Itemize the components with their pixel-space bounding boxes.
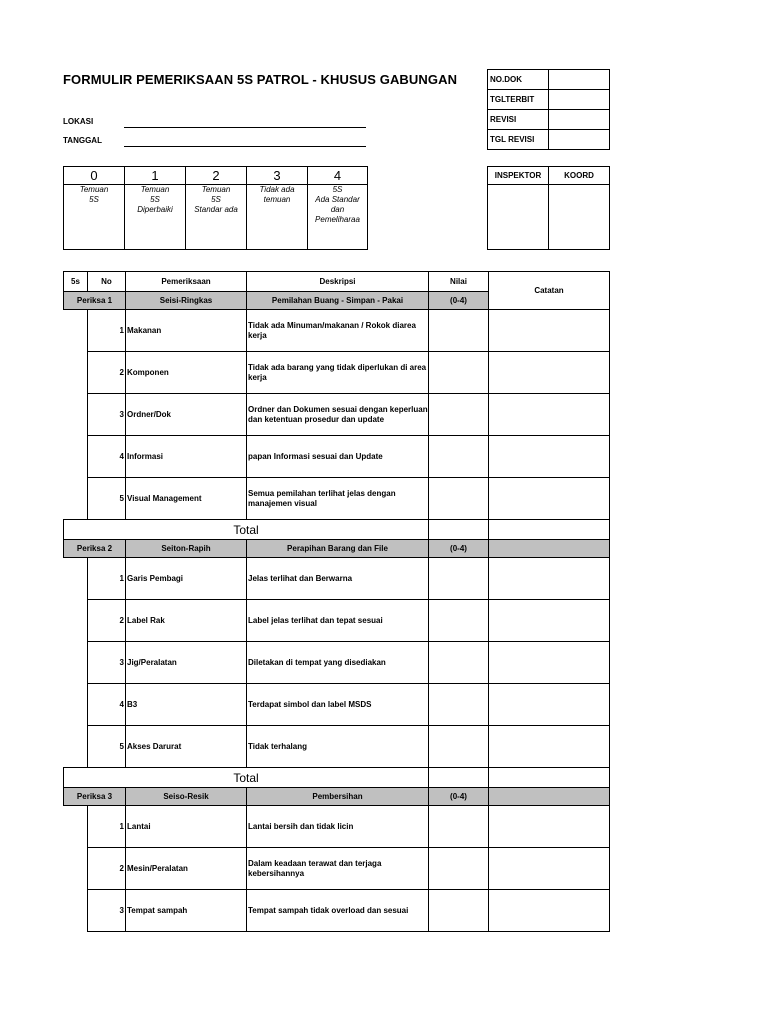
row-catatan-cell[interactable] xyxy=(489,684,610,726)
row-catatan-cell[interactable] xyxy=(489,478,610,520)
row-nilai-cell[interactable] xyxy=(429,310,489,352)
scale-desc-line: Pemeliharaa xyxy=(315,215,360,224)
checklist-row xyxy=(64,848,610,890)
row-deskripsi: Jelas terlihat dan Berwarna xyxy=(247,558,429,600)
header-deskripsi: Deskripsi xyxy=(247,272,429,292)
row-5s-blank xyxy=(64,394,88,436)
row-5s-blank xyxy=(64,478,88,520)
koord-header: KOORD xyxy=(549,167,610,185)
section-periksa: Periksa 3 xyxy=(64,788,126,806)
doc-info-label: TGLTERBIT xyxy=(488,90,549,110)
section-name: Seiso-Resik xyxy=(126,788,247,806)
row-catatan-cell[interactable] xyxy=(489,726,610,768)
row-number: 3 xyxy=(88,642,126,684)
row-catatan-cell[interactable] xyxy=(489,394,610,436)
doc-info-row xyxy=(488,110,610,130)
section-header-row xyxy=(64,540,610,558)
header-no: No xyxy=(88,272,126,292)
section-range: (0-4) xyxy=(429,540,489,558)
section-header-filler xyxy=(489,788,610,806)
scale-desc-line: Ada Standar xyxy=(315,195,360,204)
row-deskripsi: Tempat sampah tidak overload dan sesuai xyxy=(247,890,429,932)
header-catatan: Catatan xyxy=(489,272,610,310)
lokasi-line[interactable] xyxy=(124,127,366,128)
row-pemeriksaan: Makanan xyxy=(126,310,247,352)
form-title: FORMULIR PEMERIKSAAN 5S PATROL - KHUSUS GABUNGAN xyxy=(63,72,458,87)
row-5s-blank xyxy=(64,352,88,394)
row-number: 5 xyxy=(88,726,126,768)
total-row xyxy=(64,768,610,788)
scale-desc-line: 5S xyxy=(211,195,221,204)
scale-desc-3 xyxy=(247,185,308,250)
row-deskripsi: Diletakan di tempat yang disediakan xyxy=(247,642,429,684)
section-header-filler xyxy=(489,540,610,558)
scale-score-3: 3 xyxy=(247,167,308,185)
doc-info-value-cell[interactable] xyxy=(549,130,610,150)
scale-score-1: 1 xyxy=(125,167,186,185)
inspektor-header: INSPEKTOR xyxy=(488,167,549,185)
row-pemeriksaan: Visual Management xyxy=(126,478,247,520)
scale-score-4: 4 xyxy=(308,167,368,185)
checklist-row xyxy=(64,394,610,436)
row-5s-blank xyxy=(64,806,88,848)
row-number: 3 xyxy=(88,394,126,436)
row-nilai-cell[interactable] xyxy=(429,890,489,932)
checklist-row xyxy=(64,726,610,768)
row-nilai-cell[interactable] xyxy=(429,478,489,520)
row-5s-blank xyxy=(64,890,88,932)
row-catatan-cell[interactable] xyxy=(489,436,610,478)
row-5s-blank xyxy=(64,684,88,726)
scale-score-2: 2 xyxy=(186,167,247,185)
row-5s-blank xyxy=(64,558,88,600)
row-5s-blank xyxy=(64,600,88,642)
row-pemeriksaan: Mesin/Peralatan xyxy=(126,848,247,890)
doc-info-row xyxy=(488,70,610,90)
total-nilai-cell[interactable] xyxy=(429,768,489,788)
total-label: Total xyxy=(64,520,429,540)
row-pemeriksaan: Garis Pembagi xyxy=(126,558,247,600)
row-number: 5 xyxy=(88,478,126,520)
row-5s-blank xyxy=(64,436,88,478)
row-number: 1 xyxy=(88,806,126,848)
checklist-row xyxy=(64,684,610,726)
row-5s-blank xyxy=(64,310,88,352)
row-catatan-cell[interactable] xyxy=(489,890,610,932)
total-catatan-cell[interactable] xyxy=(489,768,610,788)
row-deskripsi: Label jelas terlihat dan tepat sesuai xyxy=(247,600,429,642)
checklist-row xyxy=(64,890,610,932)
row-deskripsi: papan Informasi sesuai dan Update xyxy=(247,436,429,478)
row-number: 2 xyxy=(88,848,126,890)
row-nilai-cell[interactable] xyxy=(429,684,489,726)
row-catatan-cell[interactable] xyxy=(489,600,610,642)
scale-desc-1 xyxy=(125,185,186,250)
tanggal-line[interactable] xyxy=(124,146,366,147)
row-pemeriksaan: Ordner/Dok xyxy=(126,394,247,436)
row-catatan-cell[interactable] xyxy=(489,806,610,848)
doc-info-label: REVISI xyxy=(488,110,549,130)
row-5s-blank xyxy=(64,726,88,768)
row-pemeriksaan: Tempat sampah xyxy=(126,890,247,932)
tanggal-label: TANGGAL xyxy=(63,136,102,145)
row-catatan-cell[interactable] xyxy=(489,642,610,684)
scale-desc-4 xyxy=(308,185,368,250)
scale-desc-line: 5S xyxy=(332,185,343,194)
header-5s: 5s xyxy=(64,272,88,292)
inspector-table xyxy=(487,166,610,250)
row-deskripsi: Ordner dan Dokumen sesuai dengan keperluan dan ketentuan prosedur dan update xyxy=(247,394,429,436)
checklist-table xyxy=(63,271,610,932)
row-nilai-cell[interactable] xyxy=(429,726,489,768)
row-nilai-cell[interactable] xyxy=(429,600,489,642)
scale-desc-line: Standar ada xyxy=(194,205,238,214)
scale-desc-line: Temuan xyxy=(79,185,109,194)
scale-desc-0 xyxy=(64,185,125,250)
row-number: 1 xyxy=(88,558,126,600)
row-nilai-cell[interactable] xyxy=(429,806,489,848)
row-nilai-cell[interactable] xyxy=(429,394,489,436)
section-periksa: Periksa 2 xyxy=(64,540,126,558)
scale-desc-line: 5S xyxy=(150,195,160,204)
checklist-row xyxy=(64,352,610,394)
checklist-row xyxy=(64,436,610,478)
doc-info-row xyxy=(488,130,610,150)
row-deskripsi: Tidak ada Minuman/makanan / Rokok diarea kerja xyxy=(247,310,429,352)
row-pemeriksaan: Akses Darurat xyxy=(126,726,247,768)
checklist-row xyxy=(64,310,610,352)
row-catatan-cell[interactable] xyxy=(489,352,610,394)
scale-score-0: 0 xyxy=(64,167,125,185)
row-deskripsi: Terdapat simbol dan label MSDS xyxy=(247,684,429,726)
koord-sign-cell[interactable] xyxy=(549,185,610,250)
row-deskripsi: Semua pemilahan terlihat jelas dengan manajemen visual xyxy=(247,478,429,520)
header-nilai: Nilai xyxy=(429,272,489,292)
row-nilai-cell[interactable] xyxy=(429,848,489,890)
checklist-row xyxy=(64,806,610,848)
scale-desc-line: Temuan xyxy=(140,185,170,194)
section-range: (0-4) xyxy=(429,292,489,310)
total-nilai-cell[interactable] xyxy=(429,520,489,540)
scale-desc-line: 5S xyxy=(89,195,99,204)
section-range: (0-4) xyxy=(429,788,489,806)
section-desc: Pemilahan Buang - Simpan - Pakai xyxy=(247,292,429,310)
row-pemeriksaan: Komponen xyxy=(126,352,247,394)
row-pemeriksaan: Lantai xyxy=(126,806,247,848)
doc-info-table xyxy=(487,69,610,150)
row-number: 4 xyxy=(88,684,126,726)
section-periksa: Periksa 1 xyxy=(64,292,126,310)
section-name: Seisi-Ringkas xyxy=(126,292,247,310)
inspektor-sign-cell[interactable] xyxy=(488,185,549,250)
doc-info-row xyxy=(488,90,610,110)
total-catatan-cell[interactable] xyxy=(489,520,610,540)
section-header-row xyxy=(64,788,610,806)
row-deskripsi: Dalam keadaan terawat dan terjaga kebersihannya xyxy=(247,848,429,890)
total-label: Total xyxy=(64,768,429,788)
doc-info-value-cell[interactable] xyxy=(549,110,610,130)
total-row xyxy=(64,520,610,540)
row-deskripsi: Tidak ada barang yang tidak diperlukan di area kerja xyxy=(247,352,429,394)
doc-info-label: NO.DOK xyxy=(488,70,549,90)
row-number: 4 xyxy=(88,436,126,478)
header-pemeriksaan: Pemeriksaan xyxy=(126,272,247,292)
section-desc: Pembersihan xyxy=(247,788,429,806)
section-name: Seiton-Rapih xyxy=(126,540,247,558)
row-deskripsi: Lantai bersih dan tidak licin xyxy=(247,806,429,848)
scale-desc-line: Temuan xyxy=(201,185,231,194)
scale-desc-line: dan xyxy=(330,205,345,214)
row-catatan-cell[interactable] xyxy=(489,848,610,890)
row-pemeriksaan: Label Rak xyxy=(126,600,247,642)
scale-desc-line: temuan xyxy=(263,195,291,204)
row-number: 1 xyxy=(88,310,126,352)
row-catatan-cell[interactable] xyxy=(489,310,610,352)
row-catatan-cell[interactable] xyxy=(489,558,610,600)
scale-desc-line: Diperbaiki xyxy=(137,205,173,214)
section-desc: Perapihan Barang dan File xyxy=(247,540,429,558)
checklist-row xyxy=(64,558,610,600)
scale-desc-2 xyxy=(186,185,247,250)
checklist-row xyxy=(64,600,610,642)
doc-info-value-cell[interactable] xyxy=(549,70,610,90)
row-pemeriksaan: Jig/Peralatan xyxy=(126,642,247,684)
row-5s-blank xyxy=(64,848,88,890)
lokasi-label: LOKASI xyxy=(63,117,94,126)
checklist-row xyxy=(64,478,610,520)
doc-info-value-cell[interactable] xyxy=(549,90,610,110)
doc-info-label: TGL REVISI xyxy=(488,130,549,150)
row-pemeriksaan: Informasi xyxy=(126,436,247,478)
row-number: 2 xyxy=(88,600,126,642)
row-deskripsi: Tidak terhalang xyxy=(247,726,429,768)
row-nilai-cell[interactable] xyxy=(429,436,489,478)
score-scale-table xyxy=(63,166,368,250)
row-nilai-cell[interactable] xyxy=(429,642,489,684)
row-5s-blank xyxy=(64,642,88,684)
row-nilai-cell[interactable] xyxy=(429,352,489,394)
row-nilai-cell[interactable] xyxy=(429,558,489,600)
scale-desc-line: Tidak ada xyxy=(259,185,295,194)
checklist-row xyxy=(64,642,610,684)
row-number: 3 xyxy=(88,890,126,932)
row-number: 2 xyxy=(88,352,126,394)
row-pemeriksaan: B3 xyxy=(126,684,247,726)
